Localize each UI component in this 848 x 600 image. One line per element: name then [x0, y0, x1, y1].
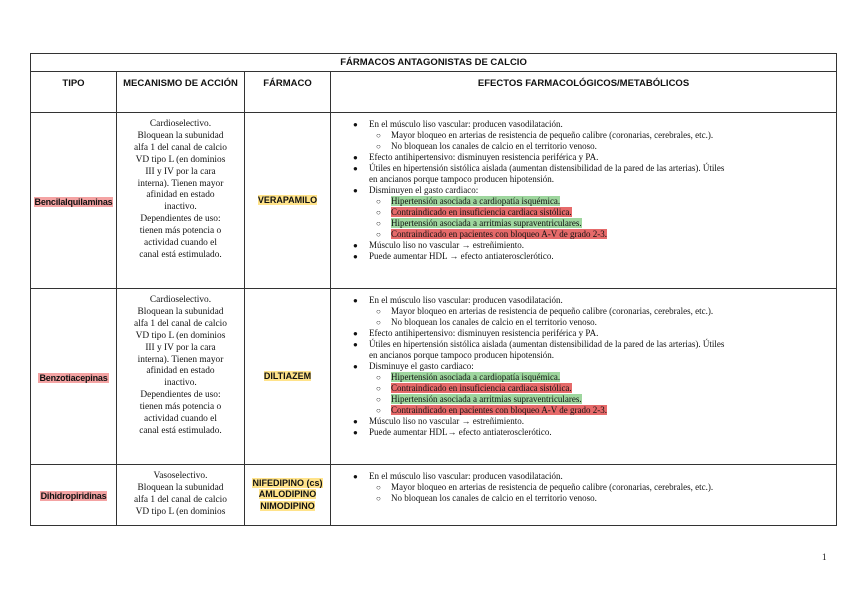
- effects-list: [331, 113, 836, 262]
- table-title: FÁRMACOS ANTAGONISTAS DE CALCIO: [31, 54, 837, 72]
- list-item-continued: en ancianos porque tampoco producen hipotensión.: [369, 350, 554, 360]
- list-item: ● Efecto antihipertensivo: disminuyen resistencia periférica y PA.: [353, 152, 599, 162]
- list-item: ○ No bloquean los canales de calcio en el territorio venoso.: [376, 317, 597, 327]
- list-item: ● Músculo liso no vascular → estreñimiento.: [353, 416, 524, 426]
- effects-list: [331, 465, 836, 504]
- list-item: ● Músculo liso no vascular → estreñimiento.: [353, 240, 524, 250]
- list-item: ● En el músculo liso vascular: producen vasodilatación.: [353, 119, 563, 129]
- effects-list: [331, 289, 836, 438]
- list-item: ○ Hipertensión asociada a cardiopatía isquémica.: [376, 372, 561, 382]
- list-item: ○ Mayor bloqueo en arterias de resistencia de pequeño calibre (coronarias, cerebrales, etc.).: [376, 306, 714, 316]
- mechanism-text: Cardioselectivo. Bloquean la subunidad alfa 1 del canal de calcio VD tipo L (en dominios III y IV por la cara interna). Tienen mayor afinidad en estado inactivo. Dependientes de uso: tienen más potencia o actividad cuando el canal está estimulado.: [134, 119, 227, 260]
- list-item: ○ No bloquean los canales de calcio en el territorio venoso.: [376, 141, 597, 151]
- header-efectos: EFECTOS FARMACOLÓGICOS/METABÓLICOS: [331, 72, 837, 113]
- list-item: ○ Hipertensión asociada a arritmias supraventriculares.: [376, 394, 582, 404]
- mechanism-text: Vasoselectivo. Bloquean la subunidad alfa 1 del canal de calcio VD tipo L (en dominios: [134, 471, 227, 517]
- header-tipo: TIPO: [31, 72, 117, 113]
- header-mecanismo: MECANISMO DE ACCIÓN: [117, 72, 245, 113]
- list-item: ○ Hipertensión asociada a cardiopatía isquémica.: [376, 196, 561, 206]
- table-row: [31, 113, 837, 289]
- drug-class-label: Benzotiacepinas: [39, 372, 108, 383]
- drug-name: NIFEDIPINO (cs): [252, 477, 323, 488]
- table-row: [31, 465, 837, 526]
- list-item: ○ Mayor bloqueo en arterias de resistencia de pequeño calibre (coronarias, cerebrales, etc.).: [376, 482, 714, 492]
- list-item: ● Útiles en hipertensión sistólica aislada (aumentan distensibilidad de la pared de las arterias). Útiles: [353, 163, 725, 173]
- list-item: ○ Contraindicado en pacientes con bloqueo A-V de grado 2-3.: [376, 229, 608, 239]
- list-item: ○ Mayor bloqueo en arterias de resistencia de pequeño calibre (coronarias, cerebrales, etc.).: [376, 130, 714, 140]
- page-number: 1: [822, 552, 827, 562]
- list-item: ○ Hipertensión asociada a arritmias supraventriculares.: [376, 218, 582, 228]
- list-item-continued: en ancianos porque tampoco producen hipotensión.: [369, 174, 554, 184]
- drug-class-label: Dihidropiridinas: [40, 491, 107, 501]
- list-item: ● Disminuyen el gasto cardiaco:: [353, 185, 479, 195]
- drug-name: VERAPAMILO: [257, 194, 318, 205]
- list-item: ● Puede aumentar HDL → efecto antiaterosclerótico.: [353, 251, 554, 261]
- header-farmaco: FÁRMACO: [245, 72, 331, 113]
- list-item: ○ Contraindicado en pacientes con bloqueo A-V de grado 2-3.: [376, 405, 608, 415]
- drug-name: DILTIAZEM: [263, 370, 312, 381]
- list-item: ● En el músculo liso vascular: producen vasodilatación.: [353, 295, 563, 305]
- drug-class-label: Bencilalquilaminas: [34, 196, 113, 207]
- list-item: ○ Contraindicado en insuficiencia cardiaca sistólica.: [376, 383, 572, 393]
- list-item: ● Puede aumentar HDL→ efecto antiaterosclerótico.: [353, 427, 552, 437]
- list-item: ● Útiles en hipertensión sistólica aislada (aumentan distensibilidad de la pared de las arterias). Útiles: [353, 339, 725, 349]
- drug-name: NIMODIPINO: [260, 500, 315, 511]
- list-item: ● En el músculo liso vascular: producen vasodilatación.: [353, 471, 563, 481]
- pharmacology-table: [30, 53, 837, 526]
- list-item: ○ No bloquean los canales de calcio en el territorio venoso.: [376, 493, 597, 503]
- list-item: ● Disminuye el gasto cardiaco:: [353, 361, 474, 371]
- drug-name: AMLODIPINO: [258, 489, 317, 500]
- mechanism-text: Cardioselectivo. Bloquean la subunidad alfa 1 del canal de calcio VD tipo L (en dominios III y IV por la cara interna). Tienen mayor afinidad en estado inactivo. Dependientes de uso: tienen más potencia o actividad cuando el canal está estimulado.: [134, 295, 227, 436]
- list-item: ● Efecto antihipertensivo: disminuyen resistencia periférica y PA.: [353, 328, 599, 338]
- table-row: [31, 289, 837, 465]
- list-item: ○ Contraindicado en insuficiencia cardiaca sistólica.: [376, 207, 572, 217]
